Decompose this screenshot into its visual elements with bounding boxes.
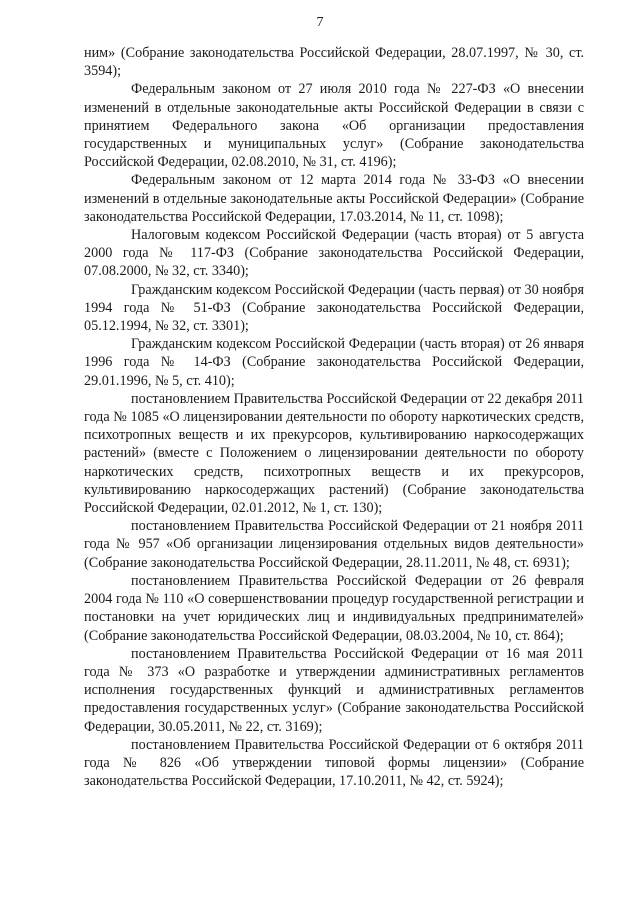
paragraph-federal-law-227: Федеральным законом от 27 июля 2010 года № 227-ФЗ «О внесении изменений в отдельные законодательные акты Российской Федерации в связи с принятием Федерального закона «Об организации предоставления государственных и муниципальных услуг» (Собрание законодательства Российской Федерации, 02.08.2010, № 31, ст. 4196); — [84, 81, 584, 171]
paragraph-tax-code: Налоговым кодексом Российской Федерации (часть вторая) от 5 августа 2000 года № 117-ФЗ (Собрание законодательства Российской Федерации, 07.08.2000, № 32, ст. 3340); — [84, 227, 584, 280]
paragraph-resolution-373: постановлением Правительства Российской Федерации от 16 мая 2011 года № 373 «О разработке и утверждении административных регламентов исполнения государственных функций и административных регламентов предоставления государственных услуг» (Собрание законодательства Российской Федерации, 30.05.2011, № 22, ст. 3169); — [84, 645, 584, 735]
paragraph-resolution-826: постановлением Правительства Российской Федерации от 6 октября 2011 года № 826 «Об утверждении типовой формы лицензии» (Собрание законодательства Российской Федерации, 17.10.2011, № 42, ст. 5924); — [84, 736, 584, 790]
paragraph-civil-code-part-one: Гражданским кодексом Российской Федерации (часть первая) от 30 ноября 1994 года № 51-ФЗ (Собрание законодательства Российской Федерации, 05.12.1994, № 32, ст. 3301); — [84, 281, 584, 335]
paragraph-federal-law-33: Федеральным законом от 12 марта 2014 года № 33-ФЗ «О внесении изменений в отдельные законодательные акты Российской Федерации» (Собрание законодательства Российской Федерации, 17.03.2014, № 11, ст. 1098); — [84, 172, 584, 225]
paragraph-resolution-110: постановлением Правительства Российской Федерации от 26 февраля 2004 года № 110 «О совершенствовании процедур государственной регистрации и постановки на учет юридических лиц и индивидуальных предпринимателей» (Собрание законодательства Российской Федерации, 08.03.2004, № 10, ст. 864); — [84, 572, 584, 644]
paragraph-resolution-1085: постановлением Правительства Российской Федерации от 22 декабря 2011 года № 1085 «О лицензировании деятельности по обороту наркотических средств, психотропных веществ и их прекурсоров, культивированию наркосодержащих растений» (вместе с Положением о лицензировании деятельности по обороту наркотических средств, психотропных веществ и их прекурсоров, культивированию наркосодержащих растений) (Собрание законодательства Российской Федерации, 02.01.2012, № 1, ст. 130); — [84, 390, 584, 517]
paragraph-continuation: ним» (Собрание законодательства Российской Федерации, 28.07.1997, № 30, ст. 3594); — [84, 45, 584, 80]
document-body — [84, 44, 584, 790]
paragraph-resolution-957: постановлением Правительства Российской Федерации от 21 ноября 2011 года № 957 «Об организации лицензирования отдельных видов деятельности» (Собрание законодательства Российской Федерации, 28.11.2011, № 48, ст. 6931); — [84, 518, 584, 571]
paragraph-civil-code-part-two: Гражданским кодексом Российской Федерации (часть вторая) от 26 января 1996 года № 14-ФЗ (Собрание законодательства Российской Федерации, 29.01.1996, № 5, ст. 410); — [84, 336, 584, 389]
page-number: 7 — [316, 15, 324, 30]
